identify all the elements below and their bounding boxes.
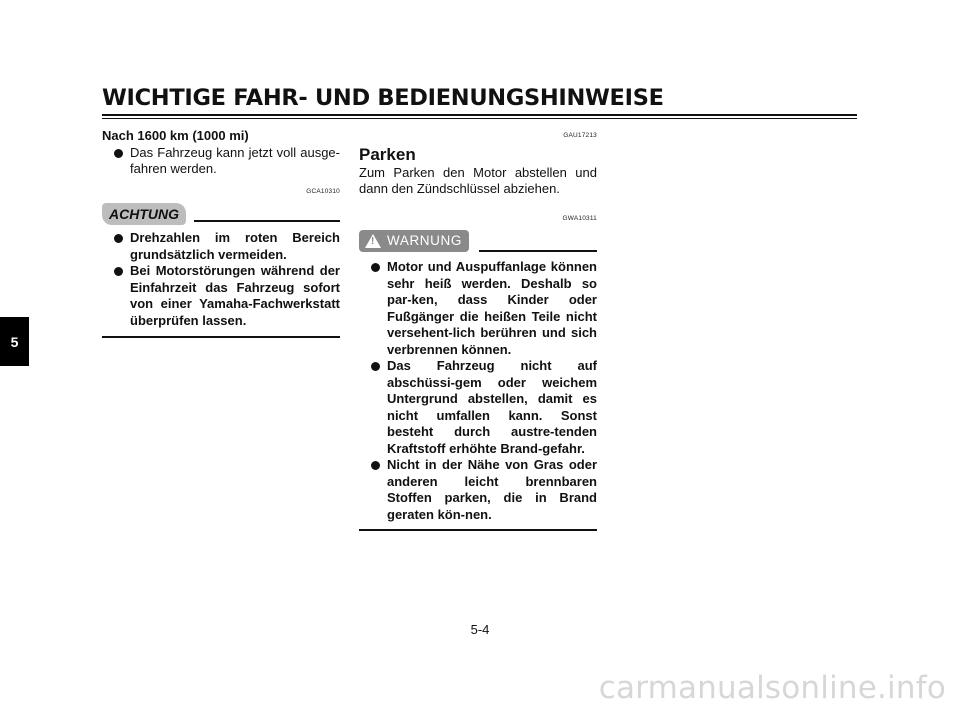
list-item: Motor und Auspuffanlage können sehr heiß werden. Deshalb so par-ken, dass Kinder oder Fußgänger die heißen Teile nicht versehent-lich berühren und sich verbrennen können.: [359, 259, 597, 358]
list-item: Drehzahlen im roten Bereich grundsätzlich vermeiden.: [102, 230, 340, 263]
warning-rule: [479, 250, 597, 252]
section-code: GAU17213: [563, 132, 597, 139]
warning-label: WARNUNG: [387, 232, 462, 248]
warning-list: [359, 259, 597, 523]
warning-badge: [359, 230, 469, 252]
list-item: Bei Motorstörungen während der Einfahrzeit das Fahrzeug sofort von einer Yamaha-Fachwerkstatt überprüfen lassen.: [102, 263, 340, 329]
page-header-title: WICHTIGE FAHR- UND BEDIENUNGSHINWEISE: [102, 85, 664, 111]
warning-header: [359, 230, 597, 254]
section-text: Zum Parken den Motor abstellen und dann den Zündschlüssel abziehen.: [359, 164, 597, 196]
bullet-icon: [371, 362, 380, 371]
chapter-tab: 5: [0, 317, 29, 366]
bullet-icon: [114, 149, 123, 158]
warning-code: GWA10311: [562, 214, 597, 222]
watermark: carmanualsonline.info: [598, 670, 946, 706]
warning-end-rule: [359, 529, 597, 531]
break-in-subheading: Nach 1600 km (1000 mi): [102, 128, 249, 143]
break-in-list: [102, 145, 340, 178]
list-item: Das Fahrzeug kann jetzt voll ausge-fahren werden.: [102, 145, 340, 178]
list-item: Nicht in der Nähe von Gras oder anderen leicht brennbaren Stoffen parken, die in Brand geraten kön-nen.: [359, 457, 597, 523]
caution-code: GCA10310: [306, 187, 340, 195]
caution-badge: ACHTUNG: [102, 203, 186, 225]
caution-end-rule: [102, 336, 340, 338]
bullet-icon: [371, 263, 380, 272]
right-column: [359, 128, 597, 531]
bullet-icon: [371, 461, 380, 470]
left-column: [102, 128, 340, 338]
bullet-icon: [114, 234, 123, 243]
header-rule-thin: [102, 118, 857, 119]
warning-triangle-icon: !: [365, 234, 381, 248]
caution-list: [102, 230, 340, 329]
caution-rule: [194, 220, 340, 222]
bullet-icon: [114, 267, 123, 276]
caution-header: [102, 203, 340, 225]
header-rule: [102, 114, 857, 116]
page-number: 5-4: [470, 622, 490, 637]
list-item: Das Fahrzeug nicht auf abschüssi-gem oder weichem Untergrund abstellen, damit es nicht umfallen kann. Sonst besteht durch austre-tenden Kraftstoff erhöhte Brand-gefahr.: [359, 358, 597, 457]
section-title: Parken: [359, 144, 416, 164]
